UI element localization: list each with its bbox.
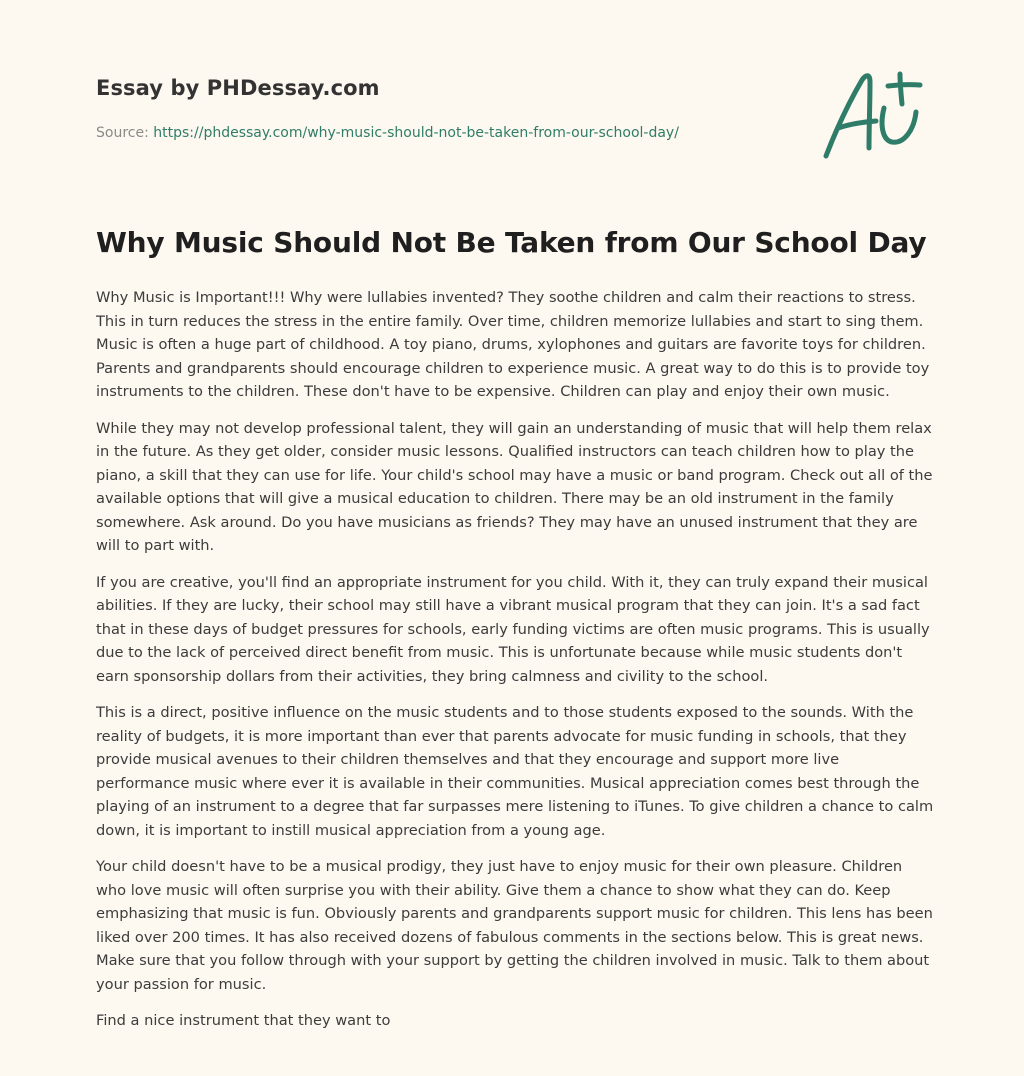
site-title: Essay by PHDessay.com [96,76,380,100]
essay-paragraph: This is a direct, positive influence on the music students and to those students exposed to the sounds. With the reality of budgets, it is more important than ever that parents advocate for music funding in schools, that they provide musical avenues to their children themselves and that they encourage and support more live performance music where ever it is available in their communities. Musical appreciation comes best through the playing of an instrument to a degree that far surpasses mere listening to iTunes. To give children a chance to calm down, it is important to instill musical appreciation from a young age. [96,704,934,839]
essay-paragraph: Your child doesn't have to be a musical prodigy, they just have to enjoy music for their own pleasure. Children who love music will often surprise you with their ability. Give them a chance to show what they can do. Keep emphasizing that music is fun. Obviously parents and grandparents support music for children. This lens has been liked over 200 times. It has also received dozens of fabulous comments in the sections below. This is great news. Make sure that you follow through with your support by getting the children involved in music. Talk to them about your passion for music. [96,858,933,993]
essay-paragraph: While they may not develop professional talent, they will gain an understanding of music that will help them relax in the future. As they get older, consider music lessons. Qualified instructors can teach children how to play the piano, a skill that they can use for life. Your child's school may have a music or band program. Check out all of the available options that will give a musical education to children. There may be an old instrument in the family somewhere. Ask around. Do you have musicians as friends? They may have an unused instrument that they are will to part with. [96,419,933,554]
source-label: Source: [96,125,154,141]
essay-paragraph: Find a nice instrument that they want to [96,1012,391,1029]
page-header [96,0,930,200]
source-line [96,125,679,141]
essay-paragraph: If you are creative, you'll find an appropriate instrument for you child. With it, they can truly expand their musical abilities. If they are lucky, their school may still have a vibrant musical program that they can join. It's a sad fact that in these days of budget pressures for schools, early funding victims are often music programs. This is usually due to the lack of perceived direct benefit from music. This is unfortunate because while music students don't earn sponsorship dollars from their activities, they bring calmness and civility to the school. [96,573,930,685]
a-plus-grade-icon [822,68,928,164]
essay-title: Why Music Should Not Be Taken from Our School Day [96,226,927,259]
source-link[interactable]: https://phdessay.com/why-music-should-not-be-taken-from-our-school-day/ [153,125,679,141]
essay-body [96,286,934,1046]
essay-paragraph: Why Music is Important!!! Why were lullabies invented? They soothe children and calm their reactions to stress. This in turn reduces the stress in the entire family. Over time, children memorize lullabies and start to sing them. Music is often a huge part of childhood. A toy piano, drums, xylophones and guitars are favorite toys for children. Parents and grandparents should encourage children to experience music. A great way to do this is to provide toy instruments to the children. These don't have to be expensive. Children can play and enjoy their own music. [96,289,930,400]
